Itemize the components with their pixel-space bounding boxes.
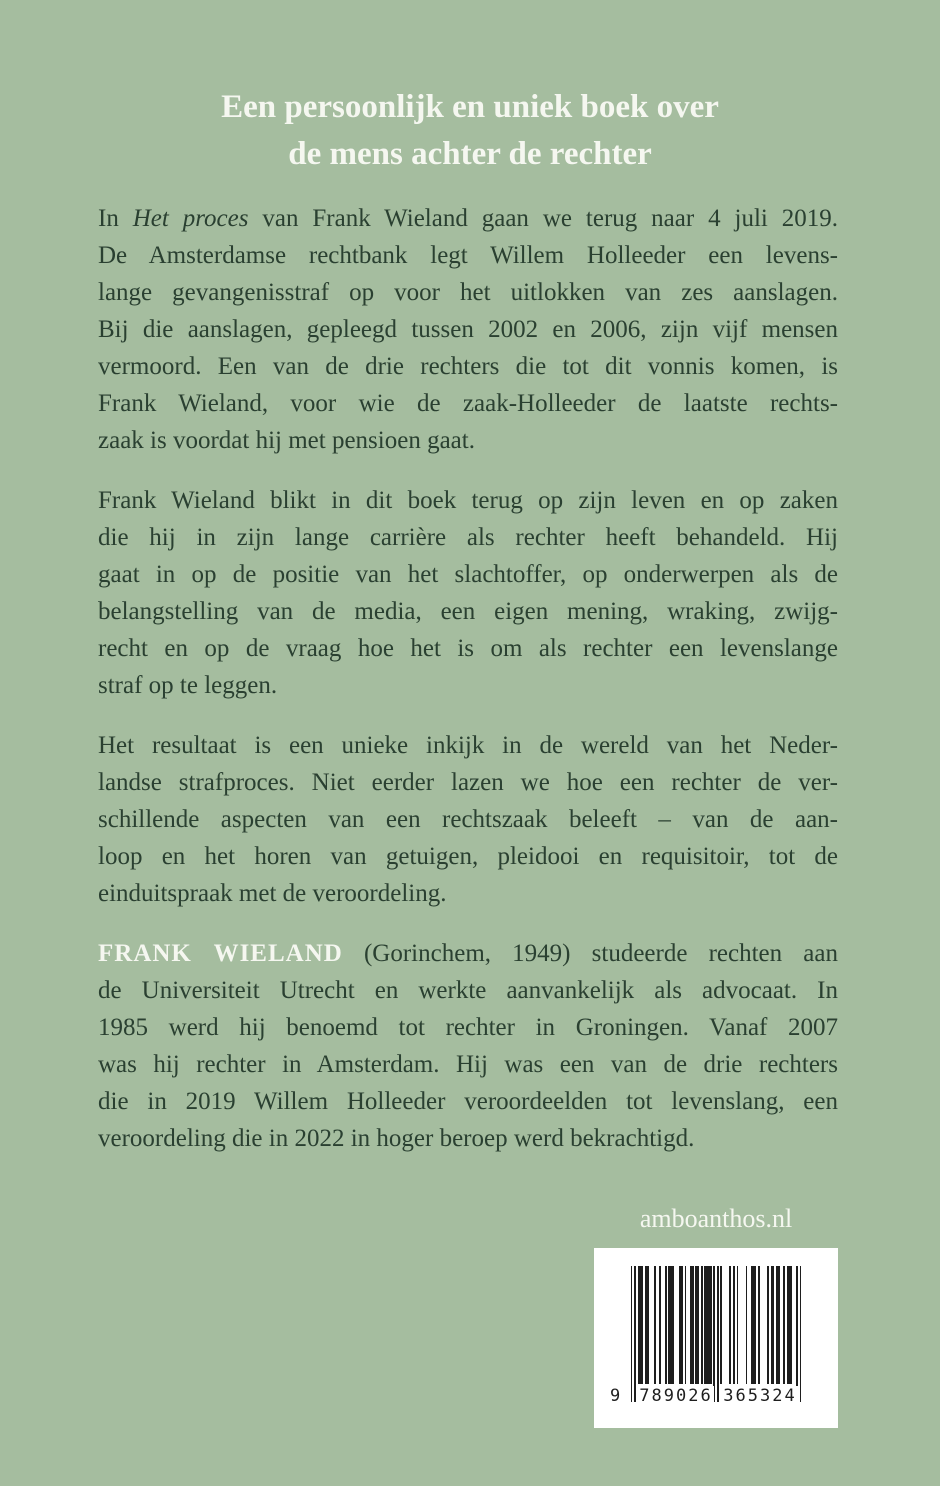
back-cover-text [98,200,838,1157]
text-line: Frank Wieland blikt in dit boek terug op zijn leven en op zaken [98,487,838,514]
ean13-barcode [594,1248,838,1402]
text-line: vermoord. Een van de drie rechters die tot dit vonnis komen, is [98,353,838,380]
text-line: die hij in zijn lange carrière als rechter heeft behandeld. Hij [98,524,838,551]
author-name: FRANK WIELAND [98,940,343,967]
text-line: Het resultaat is een unieke inkijk in de wereld van het Neder- [98,732,838,759]
headline-line: de mens achter de rechter [288,136,652,172]
book-title-italic: Het proces [132,205,249,232]
headline-line: Een persoonlijk en uniek boek over [221,89,719,125]
text-segment: (Gorinchem, 1949) studeerde rechten aan [342,940,839,967]
isbn-check-digit: 9 [610,1386,623,1406]
text-line: was hij rechter in Amsterdam. Hij was een van de drie rechters [98,1051,838,1078]
text-line: lange gevangenisstraf op voor het uitlokken van zes aanslagen. [98,279,838,306]
text-line: Bij die aanslagen, gepleegd tussen 2002 en 2006, zijn vijf mensen [98,316,838,343]
text-line: 1985 werd hij benoemd tot rechter in Groningen. Vanaf 2007 [98,1014,838,1041]
cover-headline [0,84,940,178]
text-line: die in 2019 Willem Holleeder veroordeelden tot levenslang, een [98,1088,838,1115]
text-line: straf op te leggen. [98,672,278,699]
text-line: recht en op de vraag hoe het is om als rechter een levenslange [98,635,838,662]
barcode-module [800,1266,802,1402]
text-line: schillende aspecten van een rechtszaak beleeft – van de aan- [98,806,838,833]
text-line: landse strafproces. Niet eerder lazen we hoe een rechter de ver- [98,769,838,796]
text-line: de Universiteit Utrecht en werkte aanvankelijk als advocaat. In [98,977,838,1004]
isbn-right-group: 365324 [723,1386,797,1406]
text-line [98,200,838,237]
author-bio-paragraph [98,935,838,1157]
body-paragraph [98,727,838,912]
text-segment: van Frank Wieland gaan we terug naar 4 juli 2019. [248,205,838,232]
text-line: loop en het horen van getuigen, pleidooi en requisitoir, tot de [98,843,838,870]
text-line: zaak is voordat hij met pensioen gaat. [98,427,475,454]
isbn-left-group: 789026 [639,1386,713,1406]
text-line [98,935,838,972]
body-paragraph [98,200,838,459]
barcode-panel [594,1248,838,1428]
isbn-number [594,1386,838,1410]
text-line: einduitspraak met de veroordeling. [98,880,447,907]
text-line: gaat in op de positie van het slachtoffer, op onderwerpen als de [98,561,838,588]
text-segment: In [98,205,133,232]
body-paragraph [98,482,838,704]
publisher-website: amboanthos.nl [639,1204,793,1233]
text-line: veroordeling die in 2022 in hoger beroep werd bekrachtigd. [98,1125,695,1152]
text-line: belangstelling van de media, een eigen mening, wraking, zwijg- [98,598,838,625]
text-line: De Amsterdamse rechtbank legt Willem Holleeder een levens- [98,242,838,269]
text-line: Frank Wieland, voor wie de zaak-Holleeder de laatste rechts- [98,390,838,417]
